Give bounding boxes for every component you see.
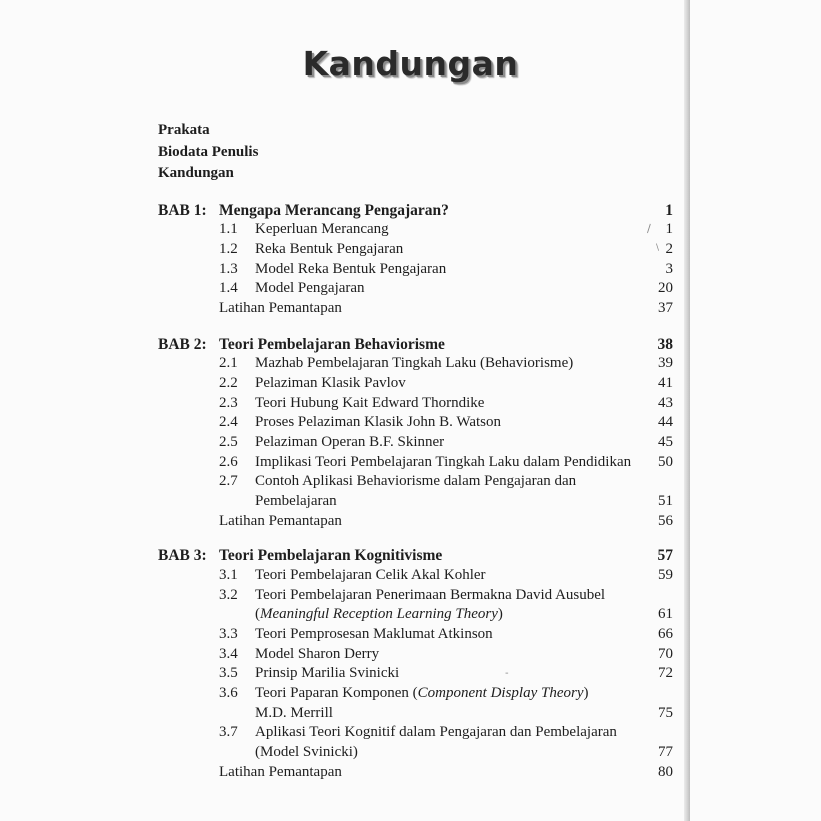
section-title-continued: (Model Svinicki) — [255, 744, 358, 760]
section-number: 1.3 — [219, 261, 238, 277]
section-page: 75 — [658, 705, 673, 721]
chapter-2-label: BAB 2: — [158, 336, 207, 353]
front-matter-biodata: Biodata Penulis — [158, 144, 259, 160]
chapter-3-title: Teori Pembelajaran Kognitivisme — [219, 547, 443, 564]
section-number: 2.5 — [219, 434, 238, 450]
section-number: 2.7 — [219, 473, 238, 489]
section-page: 66 — [658, 626, 673, 642]
section-number: 1.2 — [219, 241, 238, 257]
section-title: Model Reka Bentuk Pengajaran — [255, 261, 447, 277]
section-title: Teori Pembelajaran Penerimaan Bermakna David Ausubel — [255, 587, 606, 603]
section-title: Teori Paparan Komponen (Component Display Theory) — [255, 685, 589, 701]
section-page: 50 — [658, 454, 673, 470]
section-title: Model Sharon Derry — [255, 646, 380, 662]
exercise-page: 80 — [658, 764, 673, 780]
section-page: 1 — [665, 221, 673, 237]
chapter-1-page: 1 — [665, 202, 673, 219]
section-number: 3.1 — [219, 567, 238, 583]
section-title-continued: M.D. Merrill — [255, 705, 333, 721]
section-title-continued: (Meaningful Reception Learning Theory) — [255, 606, 503, 622]
section-number: 3.3 — [219, 626, 238, 642]
section-number: 1.1 — [219, 221, 238, 237]
pencil-mark: \ — [656, 243, 660, 253]
chapter-3-page: 57 — [657, 547, 673, 564]
section-number: 2.2 — [219, 375, 238, 391]
section-page: 3 — [665, 261, 673, 277]
pencil-mark: \ — [643, 222, 655, 235]
section-title: Contoh Aplikasi Behaviorisme dalam Pengajaran dan — [255, 473, 577, 489]
section-page: 72 — [658, 665, 673, 681]
exercise-title: Latihan Pemantapan — [219, 764, 342, 780]
section-page: 41 — [658, 375, 673, 391]
section-page: 45 — [658, 434, 673, 450]
section-page: 61 — [658, 606, 673, 622]
front-matter-prakata: Prakata — [158, 122, 210, 138]
section-title: Pelaziman Klasik Pavlov — [255, 375, 406, 391]
page-title: Kandungan — [302, 44, 519, 83]
section-page: 77 — [658, 744, 673, 760]
section-title: Model Pengajaran — [255, 280, 365, 296]
chapter-3-label: BAB 3: — [158, 547, 207, 564]
section-title: Prinsip Marilia Svinicki — [255, 665, 400, 681]
section-number: 2.4 — [219, 414, 238, 430]
front-matter-kandungan: Kandungan — [158, 165, 234, 181]
section-page: 39 — [658, 355, 673, 371]
section-number: 3.7 — [219, 724, 238, 740]
section-page: 51 — [658, 493, 673, 509]
section-title: Aplikasi Teori Kognitif dalam Pengajaran dan Pembelajaran — [255, 724, 617, 740]
exercise-title: Latihan Pemantapan — [219, 300, 342, 316]
chapter-2-page: 38 — [657, 336, 673, 353]
exercise-page: 56 — [658, 513, 673, 529]
section-number: 2.1 — [219, 355, 238, 371]
section-title: Keperluan Merancang — [255, 221, 389, 237]
section-number: 2.3 — [219, 395, 238, 411]
section-page: 70 — [658, 646, 673, 662]
section-title: Mazhab Pembelajaran Tingkah Laku (Behaviorisme) — [255, 355, 574, 371]
section-title: Teori Pemprosesan Maklumat Atkinson — [255, 626, 493, 642]
section-page: 2 — [665, 241, 673, 257]
section-page: 20 — [658, 280, 673, 296]
section-page: 43 — [658, 395, 673, 411]
section-title: Teori Pembelajaran Celik Akal Kohler — [255, 567, 486, 583]
section-number: 3.2 — [219, 587, 238, 603]
section-page: 59 — [658, 567, 673, 583]
exercise-page: 37 — [658, 300, 673, 316]
chapter-1-label: BAB 1: — [158, 202, 207, 219]
section-page: 44 — [658, 414, 673, 430]
page-edge-shadow — [684, 0, 690, 821]
section-title: Teori Hubung Kait Edward Thorndike — [255, 395, 485, 411]
section-title: Proses Pelaziman Klasik John B. Watson — [255, 414, 501, 430]
section-title: Reka Bentuk Pengajaran — [255, 241, 404, 257]
pencil-mark: - — [505, 668, 509, 679]
chapter-1-title: Mengapa Merancang Pengajaran? — [219, 202, 449, 219]
section-title: Implikasi Teori Pembelajaran Tingkah Laku dalam Pendidikan — [255, 454, 632, 470]
chapter-2-title: Teori Pembelajaran Behaviorisme — [219, 336, 445, 353]
section-number: 2.6 — [219, 454, 238, 470]
section-number: 3.5 — [219, 665, 238, 681]
section-number: 3.6 — [219, 685, 238, 701]
section-title: Pelaziman Operan B.F. Skinner — [255, 434, 445, 450]
exercise-title: Latihan Pemantapan — [219, 513, 342, 529]
section-title-continued: Pembelajaran — [255, 493, 337, 509]
section-number: 1.4 — [219, 280, 238, 296]
section-number: 3.4 — [219, 646, 238, 662]
